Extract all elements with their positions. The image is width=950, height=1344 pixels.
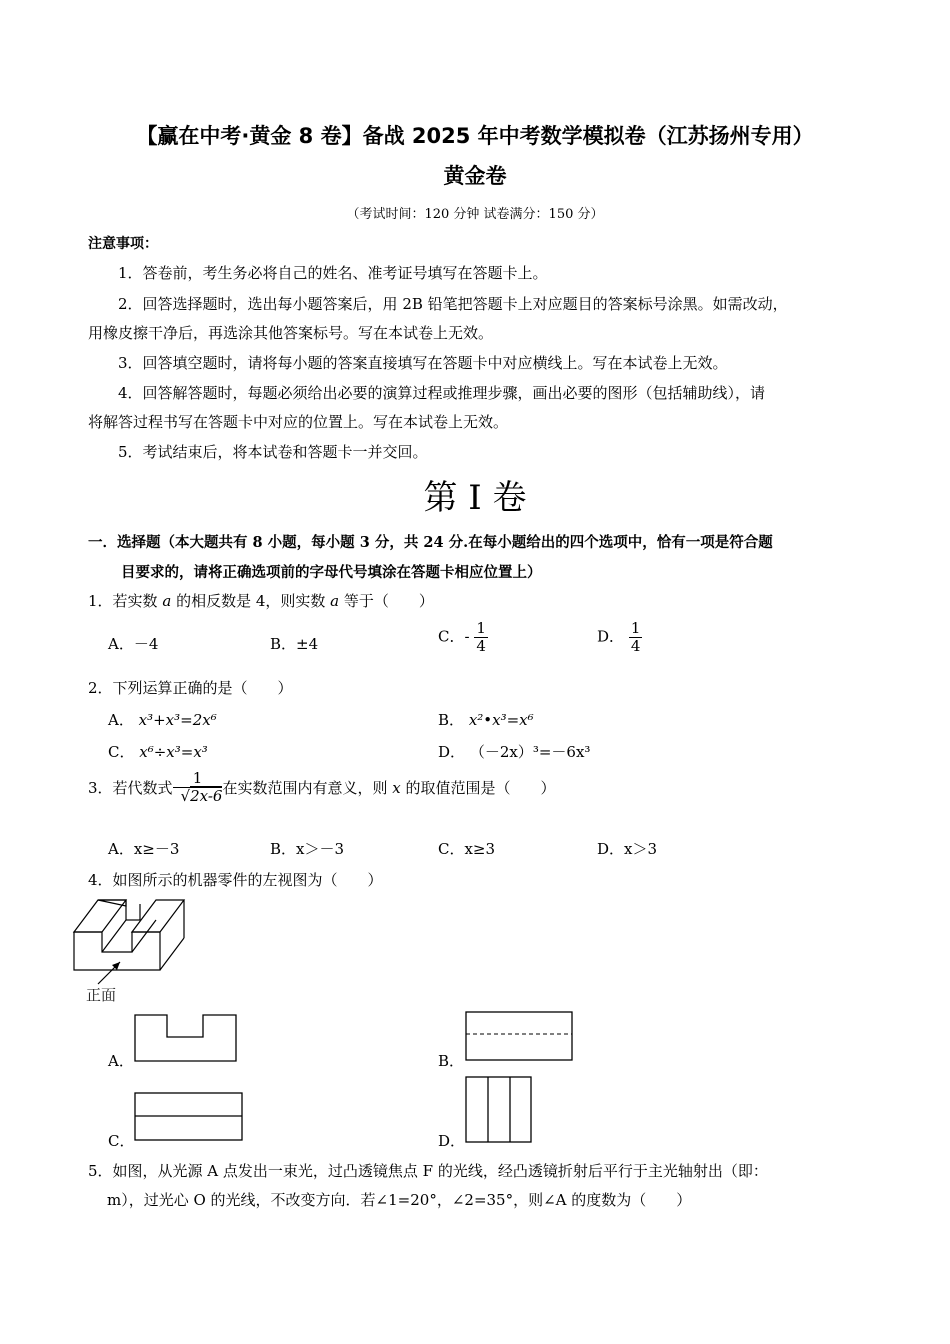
q2-c-expr: x⁶÷x³=x³ (139, 743, 208, 761)
q3-stem: 3．若代数式 $\frac{1}{√2x-6}$ 在实数范围内有意义，则 x 的取值范围是（ ） (88, 769, 556, 805)
notice-item-4-cont: 将解答过程书写在答题卡中对应的位置上。写在本试卷上无效。 (88, 413, 509, 431)
notice-item-2-cont: 用橡皮擦干净后，再选涂其他答案标号。写在本试卷上无效。 (88, 324, 494, 342)
q3-option-b[interactable]: B．x＞－3 (270, 840, 345, 858)
exam-subtitle: 黄金卷 (443, 164, 507, 188)
q4-option-d[interactable]: D． (438, 1132, 466, 1150)
q3-option-d[interactable]: D．x＞3 (597, 840, 658, 858)
q1-option-b[interactable]: B．±4 (270, 635, 319, 653)
q4-option-c[interactable]: C． (108, 1132, 135, 1150)
q4-option-b-figure[interactable] (465, 1011, 573, 1061)
notice-item-4: 4．回答解答题时，每题必须给出必要的演算过程或推理步骤，画出必要的图形（包括辅助线），请 (118, 384, 766, 402)
q1-option-d[interactable]: D． $\frac{1}{4}$ (597, 619, 641, 655)
q1-stem: 1．若实数 a 的相反数是 4，则实数 a 等于（ ） (88, 592, 434, 610)
q2-stem: 2．下列运算正确的是（ ） (88, 679, 293, 697)
volume-title: 第 I 卷 (423, 478, 527, 518)
q5-line2: m），过光心 O 的光线，不改变方向．若∠1=20°，∠2=35°，则∠A 的度数为（ ） (107, 1191, 692, 1209)
section-heading-line1: 一．选择题（本大题共有 8 小题，每小题 3 分，共 24 分.在每小题给出的四个选项中，恰有一项是符合题 (88, 534, 773, 551)
q1-option-c[interactable]: C．- $\frac{1}{4}$ (438, 619, 486, 655)
q4-option-a[interactable]: A． (108, 1052, 134, 1070)
q2-option-c[interactable]: C． x⁶÷x³=x³ (108, 743, 208, 761)
notice-item-2: 2．回答选择题时，选出每小题答案后，用 2B 铅笔把答题卡上对应题目的答案标号涂黑。如需改动， (118, 295, 788, 313)
q2-d-expr: （－2x）³=－6x³ (469, 743, 591, 761)
notice-item-5: 5．考试结束后，将本试卷和答题卡一并交回。 (118, 443, 428, 461)
q2-option-d[interactable]: D． （－2x）³=－6x³ (438, 743, 591, 761)
q4-option-d-figure[interactable] (465, 1076, 533, 1144)
q4-option-c-figure[interactable] (134, 1092, 244, 1142)
q1-option-a[interactable]: A．－4 (108, 635, 159, 653)
q4-option-b[interactable]: B． (438, 1052, 465, 1070)
q3-option-c[interactable]: C．x≥3 (438, 840, 496, 858)
q4-stem: 4．如图所示的机器零件的左视图为（ ） (88, 871, 383, 889)
notice-item-3: 3．回答填空题时，请将每小题的答案直接填写在答题卡中对应横线上。写在本试卷上无效。 (118, 354, 728, 372)
q2-a-expr: x³+x³=2x⁶ (138, 711, 217, 729)
q2-option-b[interactable]: B． x²•x³=x⁶ (438, 711, 534, 729)
q4-option-a-figure[interactable] (134, 1014, 238, 1062)
notice-heading: 注意事项： (88, 236, 158, 252)
q2-option-a[interactable]: A． x³+x³=2x⁶ (108, 711, 217, 729)
q2-b-expr: x²•x³=x⁶ (468, 711, 534, 729)
notice-item-1: 1．答卷前，考生务必将自己的姓名、准考证号填写在答题卡上。 (118, 264, 548, 282)
q5-line1: 5．如图，从光源 A 点发出一束光，过凸透镜焦点 F 的光线，经凸透镜折射后平行于主光轴射出（即： (88, 1162, 768, 1180)
exam-info: （考试时间：120 分钟 试卷满分：150 分） (346, 207, 604, 222)
section-heading-line2: 目要求的，请将正确选项前的字母代号填涂在答题卡相应位置上） (121, 564, 542, 581)
exam-title: 【赢在中考·黄金 8 卷】备战 2025 年中考数学模拟卷（江苏扬州专用） (136, 124, 814, 148)
q3-option-a[interactable]: A．x≥－3 (108, 840, 180, 858)
front-label: 正面 (86, 986, 117, 1004)
